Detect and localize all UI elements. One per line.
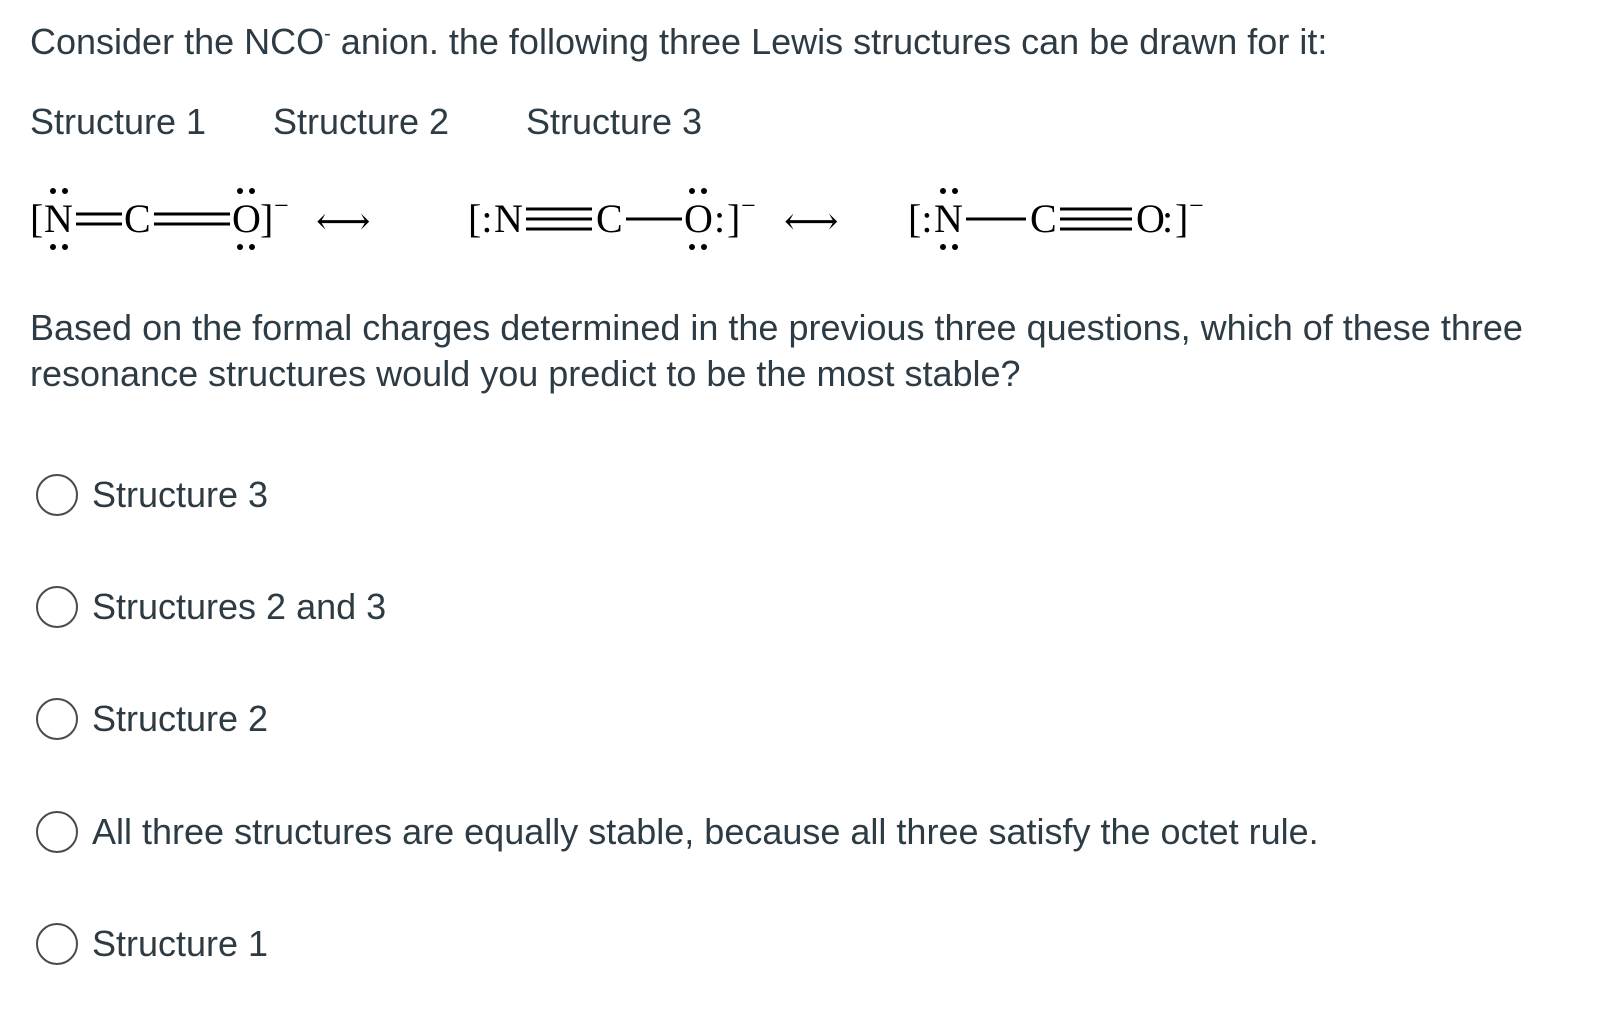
s2-open-bracket: [:: [468, 196, 493, 241]
s2-close-bracket: ]: [727, 196, 741, 241]
answer-label[interactable]: All three structures are equally stable, because all three satisfy the octet rule.: [92, 811, 1319, 852]
question-prompt: Based on the formal charges determined in the previous three questions, which of these three resonance structures would you predict to be the most stable?: [30, 307, 1523, 394]
question-intro: [30, 18, 1327, 66]
structure-label-3: Structure 3: [526, 101, 703, 142]
answer-option[interactable]: [36, 470, 268, 520]
answer-option[interactable]: [36, 919, 268, 969]
resonance-arrow-1: ⟷: [316, 201, 371, 243]
s3-c-o-triple-bond: [1060, 209, 1132, 229]
lewis-structure-2: [468, 188, 756, 250]
s1-nitrogen: N: [44, 196, 73, 241]
structure-label-1: Structure 1: [30, 101, 207, 142]
radio-button[interactable]: [36, 698, 78, 740]
answer-option[interactable]: [36, 807, 1319, 857]
s3-close-bracket: ]: [1175, 196, 1189, 241]
s2-oxygen-lone-pair: :: [714, 196, 726, 241]
s1-oxygen: O: [232, 196, 261, 241]
radio-button[interactable]: [36, 811, 78, 853]
structure-label-2: Structure 2: [273, 101, 450, 142]
s1-carbon: C: [124, 196, 151, 241]
s1-c-o-double-bond: [154, 214, 230, 224]
s2-oxygen: O: [684, 196, 713, 241]
s3-oxygen: O: [1136, 196, 1165, 241]
answer-label[interactable]: Structure 2: [92, 698, 269, 739]
s2-charge: −: [741, 191, 756, 220]
s1-close-bracket: ]: [260, 196, 274, 241]
radio-button[interactable]: [36, 923, 78, 965]
s1-lone-pairs: [50, 188, 255, 250]
anion-charge: -: [324, 23, 331, 45]
s3-charge: −: [1189, 191, 1204, 220]
s1-charge: −: [274, 191, 289, 220]
s2-n-c-triple-bond: [526, 209, 592, 229]
s1-open-bracket: [: [30, 196, 44, 241]
s3-carbon: C: [1030, 196, 1057, 241]
radio-button[interactable]: [36, 474, 78, 516]
s1-n-c-double-bond: [76, 214, 122, 224]
s3-nitrogen: N: [934, 196, 963, 241]
answer-label[interactable]: Structure 3: [92, 474, 269, 515]
lewis-structure-3: [908, 188, 1204, 250]
intro-text-end: anion. the following three Lewis structures can be drawn for it:: [330, 21, 1328, 62]
lewis-structure-1: [30, 188, 289, 250]
answer-label[interactable]: Structure 1: [92, 923, 269, 964]
s3-open-bracket: [:: [908, 196, 933, 241]
answer-label[interactable]: Structures 2 and 3: [92, 586, 387, 627]
s2-nitrogen: N: [494, 196, 523, 241]
intro-text-start: Consider the NCO: [30, 21, 325, 62]
answer-option[interactable]: [36, 694, 268, 744]
resonance-arrow-2: ⟷: [784, 201, 839, 243]
answer-option[interactable]: [36, 582, 386, 632]
s2-carbon: C: [596, 196, 623, 241]
lewis-structures-figure: [30, 178, 1270, 278]
s3-oxygen-lone-pair: :: [1162, 196, 1174, 241]
radio-button[interactable]: [36, 586, 78, 628]
